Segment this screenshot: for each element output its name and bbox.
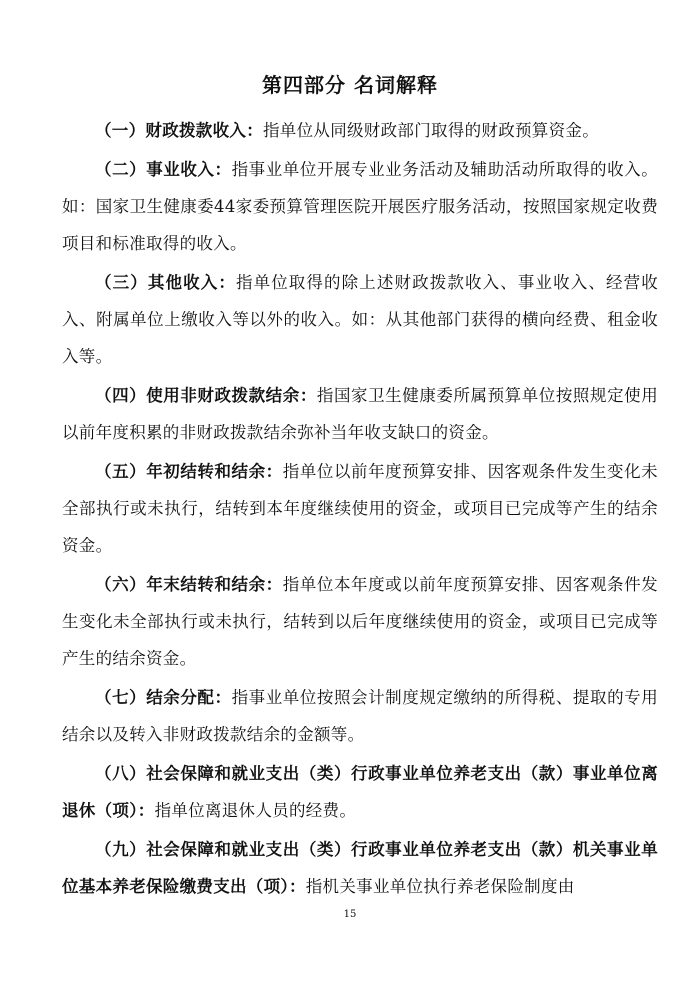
glossary-definition: 指单位本年度或以前年度预算安排、因客观条件发生变化未全部执行或未执行，结转到以后年度继续使用的资金，或项目已完成等产生的结余资金。 bbox=[62, 575, 658, 668]
glossary-definition: 指单位以前年度预算安排、因客观条件发生变化未全部执行或未执行，结转到本年度继续使用的资金，或项目已完成等产生的结余资金。 bbox=[62, 462, 658, 555]
glossary-term: （三）其他收入： bbox=[95, 273, 236, 292]
glossary-item bbox=[62, 264, 658, 375]
glossary-definition: 指机关事业单位执行养老保险制度由 bbox=[305, 877, 575, 896]
glossary-term: （六）年末结转和结余： bbox=[95, 575, 283, 594]
glossary-term: （一）财政拨款收入： bbox=[95, 121, 263, 140]
glossary-term: （四）使用非财政拨款结余： bbox=[95, 386, 317, 405]
glossary-definition: 指单位取得的除上述财政拨款收入、事业收入、经营收入、附属单位上缴收入等以外的收入。如：从其他部门获得的横向经费、租金收入等。 bbox=[62, 273, 658, 366]
glossary-term: （二）事业收入： bbox=[95, 160, 232, 179]
glossary-term: （七）结余分配： bbox=[95, 688, 232, 707]
glossary-item bbox=[62, 755, 658, 829]
glossary-item bbox=[62, 831, 658, 905]
glossary-definition: 指单位从同级财政部门取得的财政预算资金。 bbox=[263, 121, 599, 140]
glossary-item bbox=[62, 151, 658, 262]
glossary-definition: 指事业单位按照会计制度规定缴纳的所得税、提取的专用结余以及转入非财政拨款结余的金额等。 bbox=[62, 688, 659, 744]
glossary-definition: 指单位离退休人员的经费。 bbox=[154, 801, 357, 820]
glossary-body bbox=[62, 112, 658, 907]
glossary-term: （八）社会保障和就业支出（类）行政事业单位养老支出（款）事业单位离退休（项）： bbox=[62, 764, 658, 820]
glossary-item bbox=[62, 377, 658, 451]
glossary-term: （五）年初结转和结余： bbox=[95, 462, 283, 481]
glossary-definition: 指事业单位开展专业业务活动及辅助活动所取得的收入。如：国家卫生健康委44家委预算管理医院开展医疗服务活动，按照国家规定收费项目和标准取得的收入。 bbox=[62, 160, 659, 253]
glossary-item bbox=[62, 453, 658, 564]
glossary-term: （九）社会保障和就业支出（类）行政事业单位养老支出（款）机关事业单位基本养老保险缴费支出（项）： bbox=[62, 840, 658, 896]
page-title: 第四部分 名词解释 bbox=[262, 73, 438, 97]
page-number: 15 bbox=[343, 909, 357, 920]
glossary-definition: 指国家卫生健康委所属预算单位按照规定使用以前年度积累的非财政拨款结余弥补当年收支缺口的资金。 bbox=[62, 386, 659, 442]
glossary-item bbox=[62, 112, 658, 149]
glossary-item bbox=[62, 679, 658, 753]
glossary-item bbox=[62, 566, 658, 677]
